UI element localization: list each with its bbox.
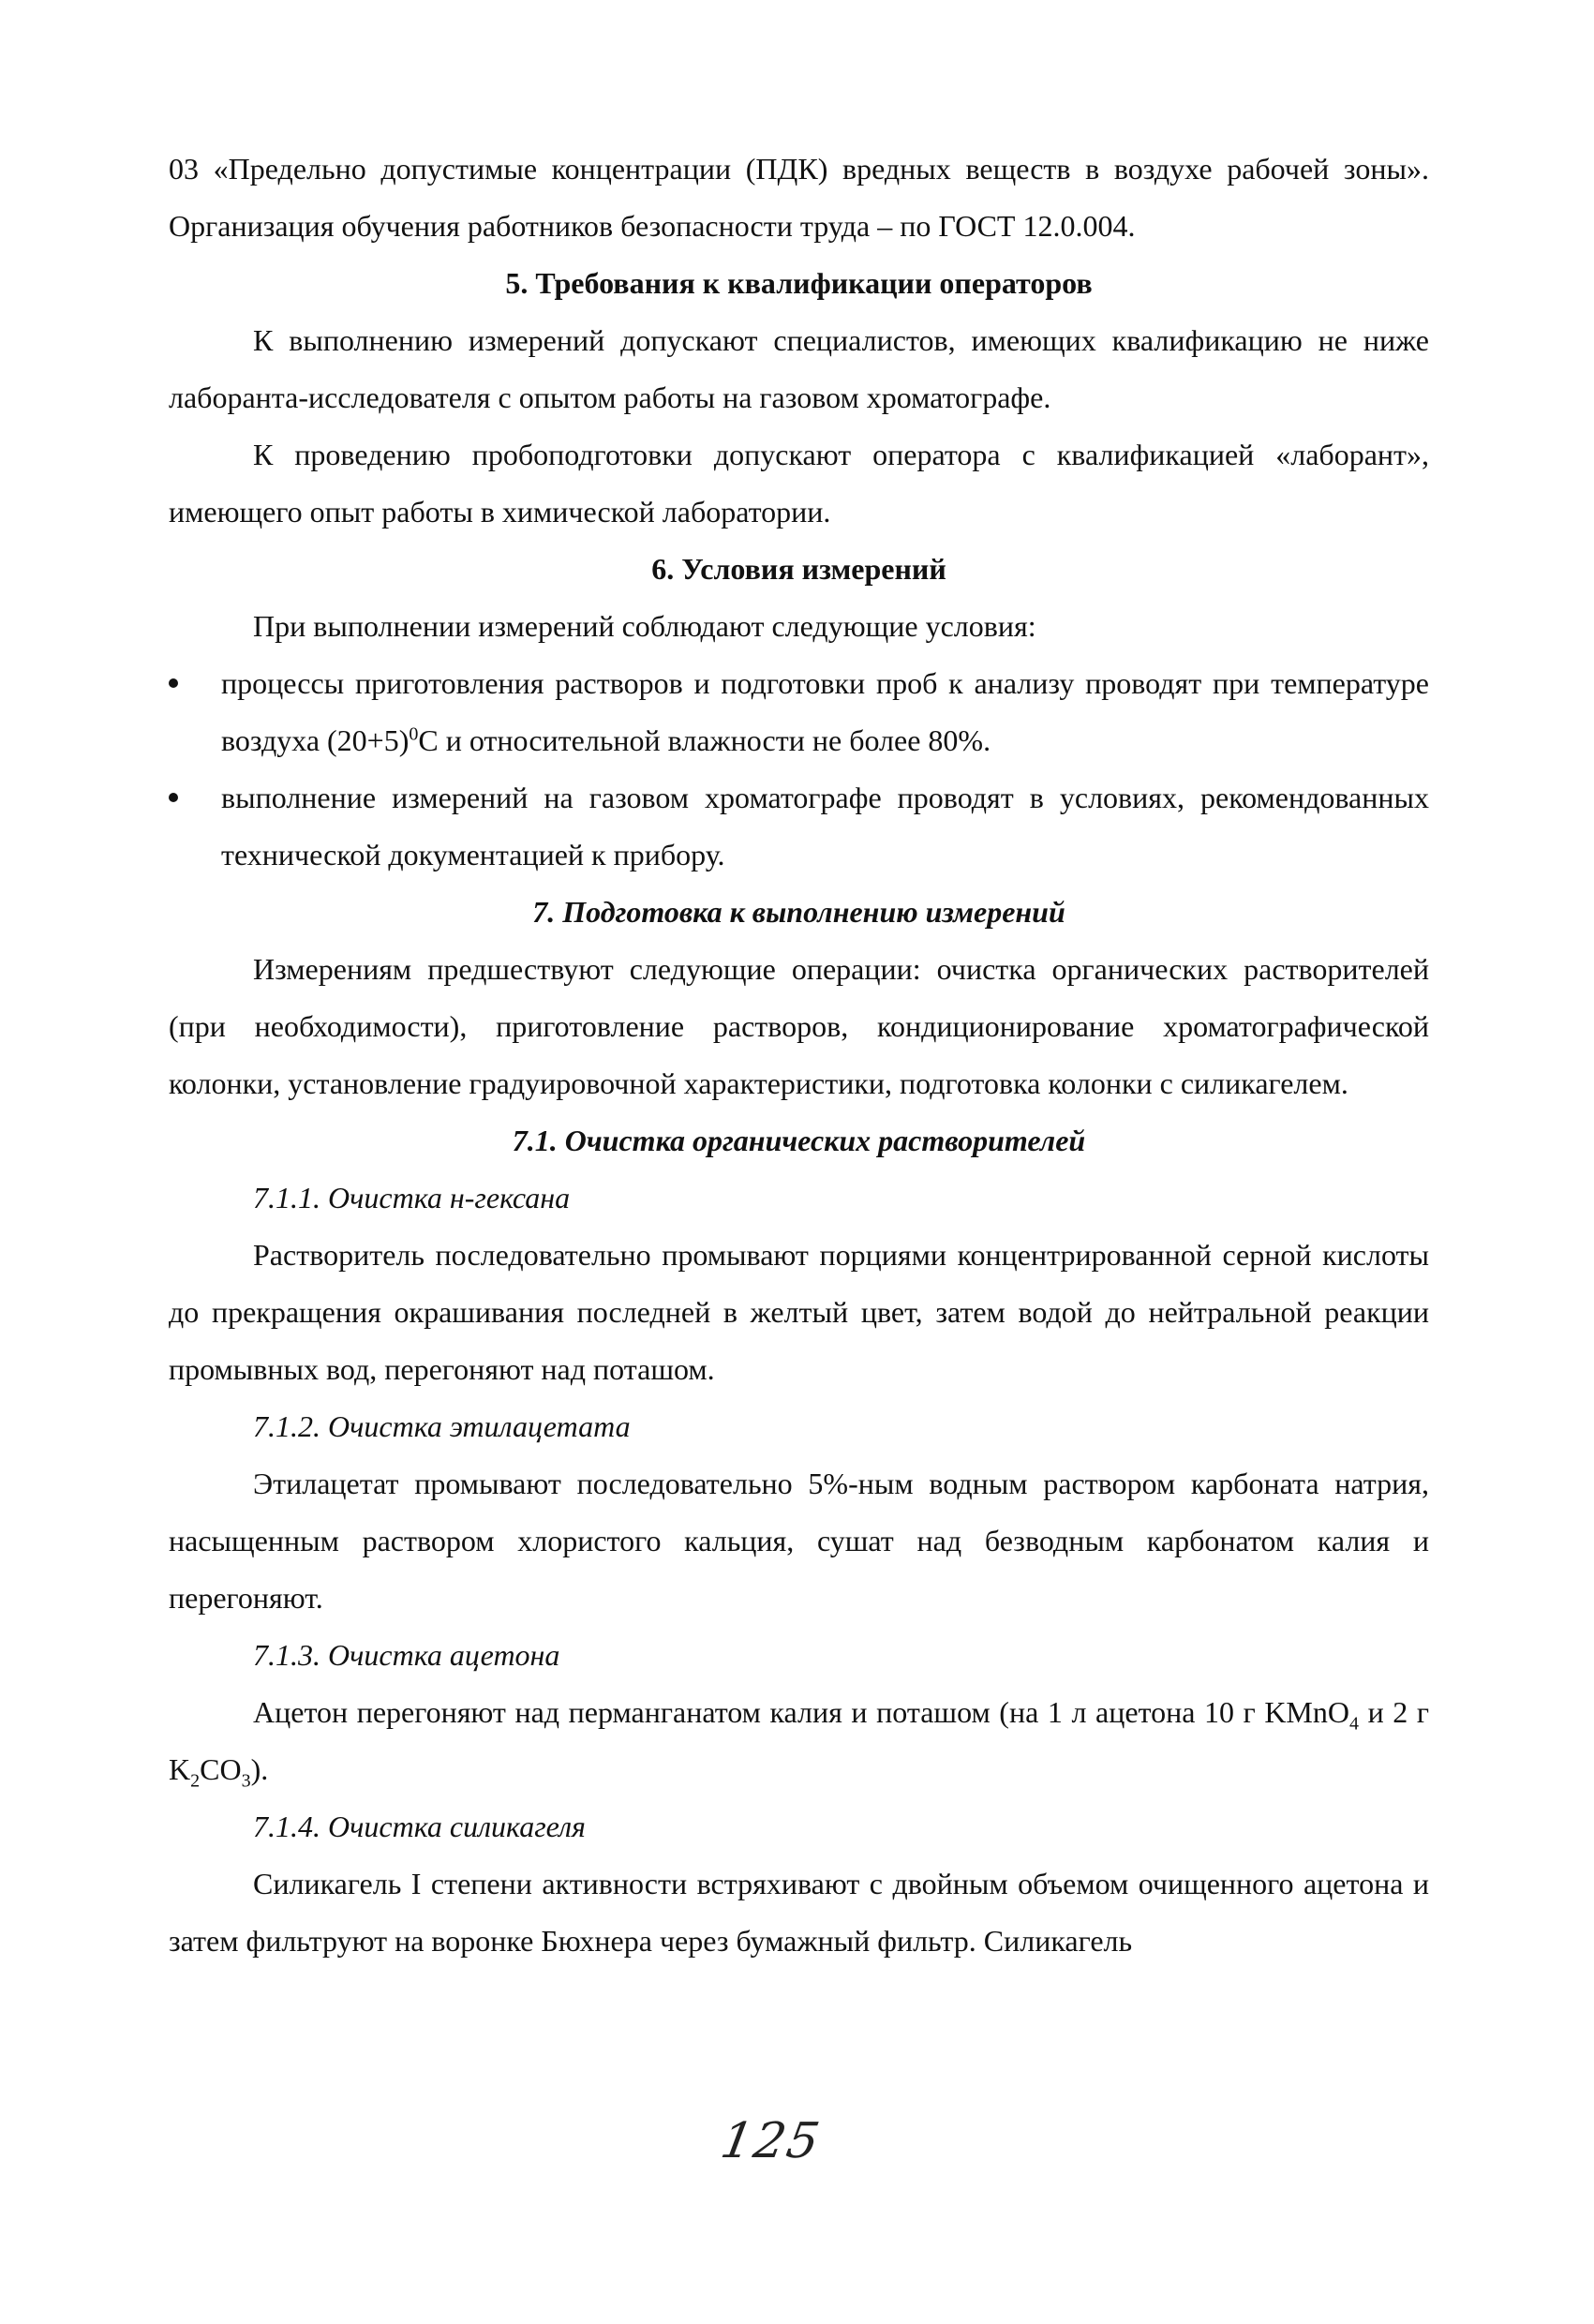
section-6-heading: 6. Условия измерений [651, 552, 946, 586]
section-7-heading: 7. Подготовка к выполнению измерений [532, 895, 1065, 929]
section-7-1-3-text: Ацетон перегоняют над перманганатом калия и поташом (на 1 л ацетона 10 г KMnO$_4$ и 2 г $K_2CO_3$). [169, 1695, 1430, 1792]
bullet-icon [169, 678, 178, 688]
section-7-1-4-text: Силикагель I степени активности встряхивают с двойным объемом очищенного ацетона и затем фильтруют на воронке Бюхнера через бумажный фильтр. Силикагель [169, 1867, 1429, 1958]
section-7-paragraph: Измерениям предшествуют следующие операции: очистка органических растворителей (при необходимости), приготовление растворов, кондиционирование хроматографической колонки, установление градуировочной характеристики, подготовка колонки с силикагелем. [169, 952, 1429, 1100]
section-6-intro: При выполнении измерений соблюдают следующие условия: [253, 609, 1036, 643]
section-5-paragraph-1: К выполнению измерений допускают специалистов, имеющих квалификацию не ниже лаборанта-исследователя с опытом работы на газовом хроматографе. [169, 323, 1429, 414]
handwritten-page-number: 125 [716, 2113, 826, 2169]
intro-paragraph: 03 «Предельно допустимые концентрации (ПДК) вредных веществ в воздухе рабочей зоны». Организация обучения работников безопасности труда – по ГОСТ 12.0.004. [169, 152, 1429, 243]
document-page [169, 141, 1429, 1970]
section-7-1-4-title: 7.1.4. Очистка силикагеля [253, 1810, 586, 1843]
section-7-1-2-title: 7.1.2. Очистка этилацетата [253, 1409, 631, 1443]
section-7-1-1-title: 7.1.1. Очистка н-гексана [253, 1181, 571, 1214]
conditions-list [169, 655, 1429, 884]
section-5-paragraph-2: К проведению пробоподготовки допускают оператора с квалификацией «лаборант», имеющего опыт работы в химической лаборатории. [169, 438, 1429, 529]
section-5-heading: 5. Требования к квалификации операторов [505, 266, 1093, 300]
section-7-1-heading: 7.1. Очистка органических растворителей [512, 1124, 1086, 1157]
list-item: процессы приготовления растворов и подготовки проб к анализу проводят при температуре воздуха $(20+5)^0С$ и относительной влажности не более 80%. [169, 655, 1429, 769]
bullet-icon [169, 793, 178, 802]
section-7-1-1-text: Растворитель последовательно промывают порциями концентрированной серной кислоты до прекращения окрашивания последней в желтый цвет, затем водой до нейтральной реакции промывных вод, перегоняют над поташом. [169, 1238, 1429, 1386]
section-7-1-3-title: 7.1.3. Очистка ацетона [253, 1638, 560, 1672]
list-item: выполнение измерений на газовом хроматографе проводят в условиях, рекомендованных технической документацией к прибору. [169, 769, 1429, 884]
section-7-1-2-text: Этилацетат промывают последовательно 5%-ным водным раствором карбоната натрия, насыщенным раствором хлористого кальция, сушат над безводным карбонатом калия и перегоняют. [169, 1467, 1429, 1615]
